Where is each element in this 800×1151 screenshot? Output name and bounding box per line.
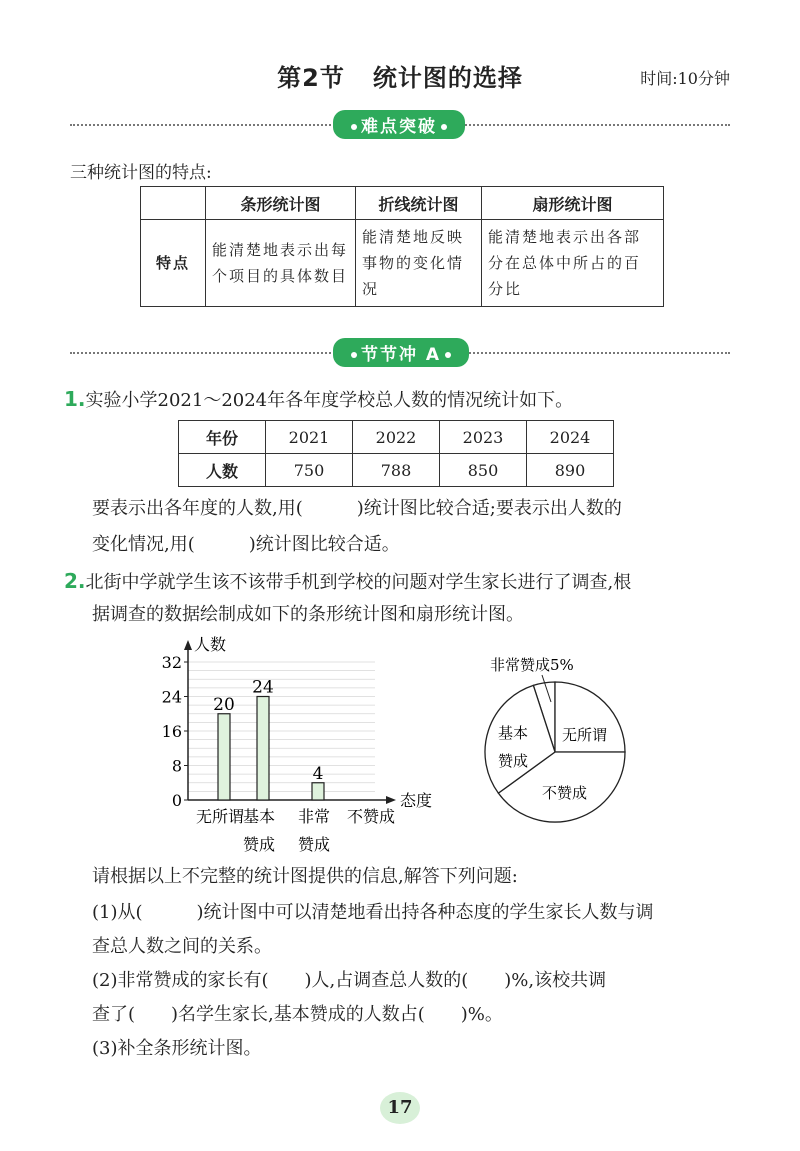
bar-value-label: 4 [312, 763, 324, 784]
q1-year: 2022 [353, 421, 440, 454]
table-cell: 能清楚地反映事物的变化情况 [356, 220, 482, 307]
bar-value-label: 24 [252, 677, 274, 698]
bar [312, 783, 324, 800]
row-label: 特点 [141, 220, 206, 307]
pie-label: 基本 [498, 724, 529, 742]
dot-icon [441, 124, 447, 130]
q2-sub2a: (2)非常赞成的家长有( )人,占调查总人数的( )%,该校共调 [92, 970, 607, 991]
y-tick-label: 8 [171, 756, 182, 776]
category-label: 不赞成 [346, 807, 396, 826]
q2-sub1b: 查总人数之间的关系。 [92, 936, 272, 957]
q1-text: 实验小学2021～2024年各年度学校总人数的情况统计如下。 [85, 390, 574, 411]
q1-year: 2023 [440, 421, 527, 454]
q2-instruction: 请根据以上不完整的统计图提供的信息,解答下列问题: [92, 866, 518, 887]
y-tick-label: 32 [161, 653, 182, 672]
bar-chart [150, 628, 450, 858]
y-axis-arrow-icon [184, 640, 192, 650]
dot-icon [351, 352, 357, 358]
dot-icon [351, 124, 357, 130]
q1-table [178, 420, 614, 487]
section-title: 统计图的选择 [372, 64, 523, 92]
bar [218, 714, 230, 800]
tag-difficulty: 难点突破 [333, 110, 465, 139]
table-header: 条形统计图 [206, 187, 356, 220]
y-tick-label: 16 [161, 722, 182, 741]
pie-label: 非常赞成5% [490, 656, 574, 674]
table-cell: 能清楚地表示出各部分在总体中所占的百分比 [482, 220, 664, 307]
x-axis-label: 态度 [400, 791, 433, 810]
pie-label: 无所谓 [562, 726, 608, 744]
pie-chart [470, 640, 670, 840]
y-tick-label: 0 [171, 791, 182, 810]
q1-stem [64, 382, 573, 418]
y-axis-label: 人数 [194, 635, 227, 654]
intro-text: 三种统计图的特点: [70, 163, 212, 183]
q1-line2: 变化情况,用( )统计图比较合适。 [92, 534, 400, 555]
y-tick-label: 24 [161, 687, 182, 707]
page-number: 17 [380, 1092, 420, 1124]
pie-label: 赞成 [498, 752, 529, 770]
table-cell: 能清楚地表示出每个项目的具体数目 [206, 220, 356, 307]
q2-stem [64, 564, 631, 600]
q1-count: 788 [353, 454, 440, 487]
q1-count: 850 [440, 454, 527, 487]
category-label: 赞成 [242, 835, 276, 854]
feature-table [140, 186, 664, 307]
tag-practice: 节节冲 A [333, 338, 469, 367]
q1-count: 750 [266, 454, 353, 487]
q1-count: 890 [527, 454, 614, 487]
bar-value-label: 20 [213, 694, 235, 715]
table-header: 扇形统计图 [482, 187, 664, 220]
table-header: 折线统计图 [356, 187, 482, 220]
section-number: 第2节 [277, 64, 345, 92]
table-corner [141, 187, 206, 220]
q2-sub3: (3)补全条形统计图。 [92, 1038, 262, 1059]
q1-row-label: 人数 [179, 454, 266, 487]
pie-label: 不赞成 [542, 784, 588, 802]
dot-icon [445, 352, 451, 358]
category-label: 非常 [297, 807, 331, 826]
category-label: 赞成 [297, 835, 331, 854]
q2-line1: 北街中学就学生该不该带手机到学校的问题对学生家长进行了调查,根 [85, 572, 632, 593]
q2-sub1a: (1)从( )统计图中可以清楚地看出持各种态度的学生家长人数与调 [92, 902, 654, 923]
category-label: 基本 [242, 807, 276, 826]
q2-sub2b: 查了( )名学生家长,基本赞成的人数占( )%。 [92, 1004, 503, 1025]
category-label: 无所谓 [195, 807, 245, 826]
bar [257, 697, 269, 801]
q2-line2: 据调查的数据绘制成如下的条形统计图和扇形统计图。 [92, 604, 524, 625]
time-limit: 时间:10分钟 [640, 69, 730, 88]
q1-year: 2021 [266, 421, 353, 454]
q1-year: 2024 [527, 421, 614, 454]
q2-number: 2. [64, 569, 86, 593]
x-axis-arrow-icon [386, 796, 396, 804]
q1-line1: 要表示出各年度的人数,用( )统计图比较合适;要表示出人数的 [92, 498, 622, 519]
q1-row-label: 年份 [179, 421, 266, 454]
q1-number: 1. [64, 387, 86, 411]
